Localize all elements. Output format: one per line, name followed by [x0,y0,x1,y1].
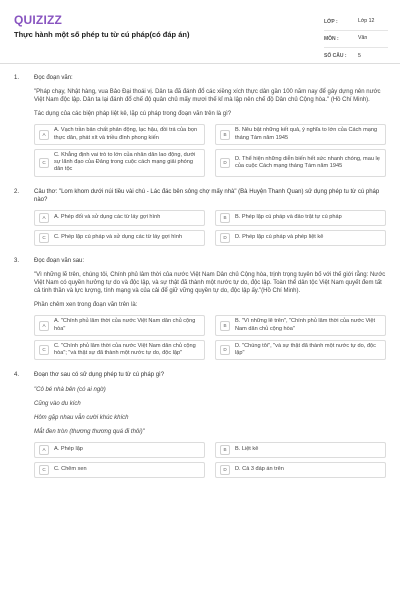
meta-value: 5 [358,52,361,59]
option-letter: B [220,130,230,140]
meta-value: Văn [358,35,368,42]
answer-option-a[interactable] [34,210,205,226]
worksheet-header [0,0,400,64]
option-letter: A [39,445,49,455]
option-letter: B [220,213,230,223]
option-text: C. Phép lặp cú pháp và sử dụng các từ láy gợi hình [54,234,183,241]
poem-line: Cũng vào du kích [34,400,81,407]
question-prompt: Đọc đoạn văn: [34,75,73,81]
question-1 [0,74,400,177]
answer-option-d[interactable] [215,149,386,177]
question-number: 3. [14,257,20,264]
question-number: 1. [14,75,20,81]
option-letter: D [220,345,230,355]
answer-option-a[interactable] [34,315,205,336]
meta-row-class [324,14,388,31]
answer-options [34,442,386,478]
option-text: C. Khẳng định vai trò to lớn của nhân dân lao động, dưới sự lãnh đạo của Đảng trong cuộc cách mạng giải phóng dân tộc [54,151,196,173]
answer-options [34,124,386,176]
questions-list [0,74,400,489]
option-letter: A [39,321,49,331]
answer-option-a[interactable] [34,124,205,145]
answer-option-d[interactable] [215,230,386,246]
option-text: D. Phép lặp cú pháp và phép liệt kê [235,234,324,241]
option-letter: B [220,445,230,455]
answer-option-d[interactable] [215,340,386,361]
option-text: C. Chêm xen [54,466,87,473]
option-text: B. Phép lặp cú pháp và đảo trật tự cú pháp [235,214,342,221]
meta-key: MÔN : [324,35,339,42]
answer-option-c[interactable] [34,149,205,177]
poem-line: Hôm gặp nhau vẫn cười khúc khích [34,414,129,421]
meta-row-subject [324,31,388,48]
answer-options [34,315,386,360]
meta-key: SỐ CÂU : [324,53,347,60]
answer-option-b[interactable] [215,442,386,458]
answer-option-c[interactable] [34,340,205,361]
question-3 [0,257,400,361]
answer-option-c[interactable] [34,462,205,478]
quizizz-logo: QUIZIZZ [14,13,63,27]
question-number: 2. [14,188,20,195]
option-text: A. Vạch trần bản chất phản động, lạc hậu, đồi trá của bọn thực dân, phát xít và triều đình phong kiến [54,127,198,141]
answer-option-a[interactable] [34,442,205,458]
question-ask: Phần chêm xen trong đoạn văn trên là: [34,302,138,309]
option-letter: B [220,321,230,331]
meta-row-count [324,48,388,65]
option-text: A. "Chính phủ lâm thời của nước Việt Nam dân chủ cộng hòa" [54,318,196,332]
poem-line: "Cô bé nhà bên (có ai ngờ) [34,386,106,393]
option-text: C. "Chính phủ lâm thời của nước Việt Nam dân chủ cộng hòa"; "và thật sự đã thành một nước tự do, độc lập" [54,342,196,357]
option-letter: C [39,158,49,168]
answer-option-b[interactable] [215,210,386,226]
question-prompt: Đọc đoạn văn sau: [34,257,85,264]
option-letter: D [220,158,230,168]
question-prompt: Câu thơ: "Lom khom dưới núi tiều vài chú - Lác đác bên sông chợ mấy nhà" (Bà Huyện Thanh Quan) sử dụng phép tu từ cú pháp nào? [34,188,380,203]
option-text: B. Nêu bật những kết quả, ý nghĩa to lớn của Cách mạng tháng Tám năm 1945 [235,127,378,141]
question-prompt: Đoạn thơ sau có sử dụng phép tu từ cú pháp gì? [34,372,165,379]
option-text: B. Liệt kê [235,446,259,453]
question-number: 4. [14,372,20,379]
question-4 [0,371,400,477]
answer-option-b[interactable] [215,124,386,145]
meta-value: Lớp 12 [358,18,375,25]
option-text: D. Cả 3 đáp án trên [235,466,284,473]
option-letter: C [39,345,49,355]
answer-option-b[interactable] [215,315,386,336]
option-text: A. Phép đối và sử dụng các từ láy gợi hình [54,214,161,221]
option-letter: A [39,213,49,223]
option-text: A. Phép lặp [54,446,83,453]
answer-option-d[interactable] [215,462,386,478]
option-letter: D [220,233,230,243]
meta-table [324,14,388,65]
question-passage: "Vì những lẽ trên, chúng tôi, Chính phủ lâm thời của nước Việt Nam Dân chủ Cộng hòa, trịnh trọng tuyên bố với thế giới rằng: Nước Việt Nam có quyền hưởng tự do và độc lập, và sự thật đã thành một nước tự do, độc lập. Toàn thể dân tộc Việt Nam quyết đem tất cả tinh thần và lực lượng, tính mạng và của cải để giữ vững quyền tự do, độc lập ấy."(Hồ Chí Minh). [34,271,386,295]
worksheet-title: Thực hành một số phép tu từ cú pháp(có đáp án) [14,30,190,39]
option-letter: D [220,465,230,475]
option-letter: A [39,130,49,140]
question-2 [0,188,400,246]
answer-options [34,210,386,246]
question-passage: "Pháp chạy, Nhật hàng, vua Bảo Đại thoái vị. Dân ta đã đánh đổ các xiềng xích thực dân gần 100 năm nay để gây dựng nên nước Việt Nam độc lập. Dân ta lại đánh đổ chế độ quân chủ mấy mươi thế kỉ mà lập nên chế độ Dân chủ Cộng hòa." (Hồ Chí Minh). [34,89,381,104]
option-text: D. Thể hiện những diễn biến hết sức nhanh chóng, mau lẹ của cuộc Cách mạng tháng Tám năm 1945 [235,155,380,169]
option-letter: C [39,233,49,243]
meta-key: LỚP : [324,18,338,25]
poem-line: Mắt đen tròn (thương thương quá đi thôi)" [34,428,145,435]
answer-option-c[interactable] [34,230,205,246]
question-ask: Tác dụng của các biện pháp liệt kê, lặp cú pháp trong đoạn văn trên là gì? [34,111,232,118]
option-text: D. "Chúng tôi", "và sự thật đã thành một nước tự do, độc lập" [235,342,376,357]
option-text: B. "Vì những lẽ trên", "Chính phủ lâm thời của nước Việt Nam dân chủ cộng hòa" [235,318,376,332]
option-letter: C [39,465,49,475]
